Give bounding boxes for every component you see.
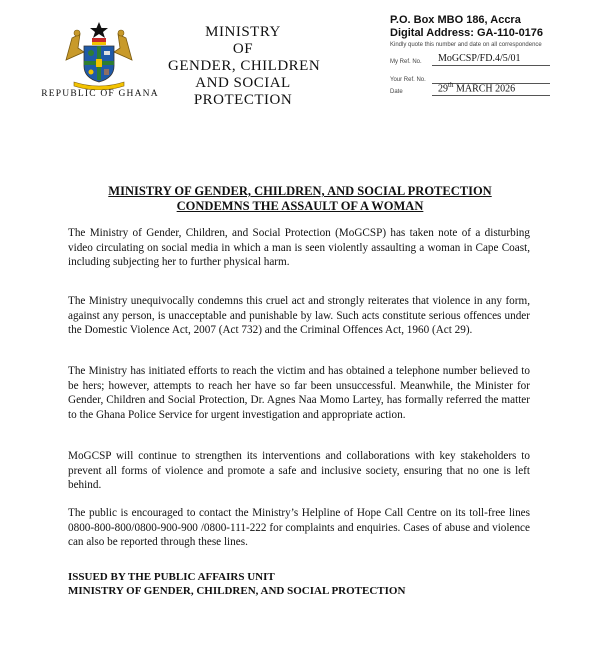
ministry-name-block [168,24,321,109]
ghana-coat-of-arms-icon [60,20,138,90]
date-month-year: MARCH 2026 [455,83,516,94]
quote-note: Kindly quote this number and date on all correspondence [390,42,542,48]
issuer-line: MINISTRY OF GENDER, CHILDREN, AND SOCIAL PROTECTION [68,585,406,597]
po-box: P.O. Box MBO 186, Accra [390,14,521,26]
title-line: MINISTRY OF GENDER, CHILDREN, AND SOCIAL PROTECTION [108,184,492,198]
date-label: Date [390,89,403,95]
digital-address: Digital Address: GA-110-0176 [390,27,544,39]
paragraph: The Ministry of Gender, Children, and Social Protection (MoGCSP) has taken note of a disturbing video circulating on social media in which a man is seen violently assaulting a woman in Cape Coast, including subjecting her to further physical harm. [68,227,530,268]
press-release-title [30,184,570,214]
date-day: 29 [438,83,448,94]
paragraph: The Ministry unequivocally condemns this cruel act and strongly reiterates that violence in any form, against any person, is unacceptable and punishable by law. Such acts constitute serious offences under the Domestic Violence Act, 2007 (Act 732) and the Criminal Offences Act, 1960 (Act 29). [68,295,530,336]
my-ref-row [390,52,590,66]
my-ref-value: MoGCSP/FD.4/5/01 [432,53,550,66]
ministry-name-line: OF [232,41,254,57]
date-value [432,79,550,96]
ministry-name-line: PROTECTION [193,92,293,108]
issuer-signoff [68,570,548,598]
paragraph: The Ministry has initiated efforts to reach the victim and has obtained a telephone number believed to be hers; however, attempts to reach her have so far been unsuccessful. Meanwhile, the Minister for Gender, Children and Social Protection, Dr. Agnes Naa Momo Lartey, has formally referred the matter to the Ghana Police Service for urgent investigation and appropriate action. [68,365,530,421]
date-suffix: th [448,80,454,89]
ministry-name-line: GENDER, CHILDREN [168,58,321,74]
ministry-name-line: MINISTRY [205,24,281,40]
paragraph: The public is encouraged to contact the Ministry’s Helpline of Hope Call Centre on its toll-free lines 0800-800-800/0800-900-900 /0800-111-222 for complaints and enquiries. Cases of abuse and violence can also be reported through these lines. [68,507,530,548]
your-ref-label: Your Ref. No. [390,77,426,83]
date-row [390,82,590,96]
title-line: CONDEMNS THE ASSAULT OF A WOMAN [176,199,424,213]
paragraph: MoGCSP will continue to strengthen its interventions and collaborations with key stakeholders to prevent all forms of violence and promote a safe and inclusive society, ensuring that no one is left behind. [68,450,530,491]
address-block [390,14,590,96]
republic-of-ghana-label: REPUBLIC OF GHANA [41,89,159,99]
my-ref-label: My Ref. No. [390,59,422,65]
ministry-name-line: AND SOCIAL [195,75,291,91]
issuer-line: ISSUED BY THE PUBLIC AFFAIRS UNIT [68,571,275,583]
